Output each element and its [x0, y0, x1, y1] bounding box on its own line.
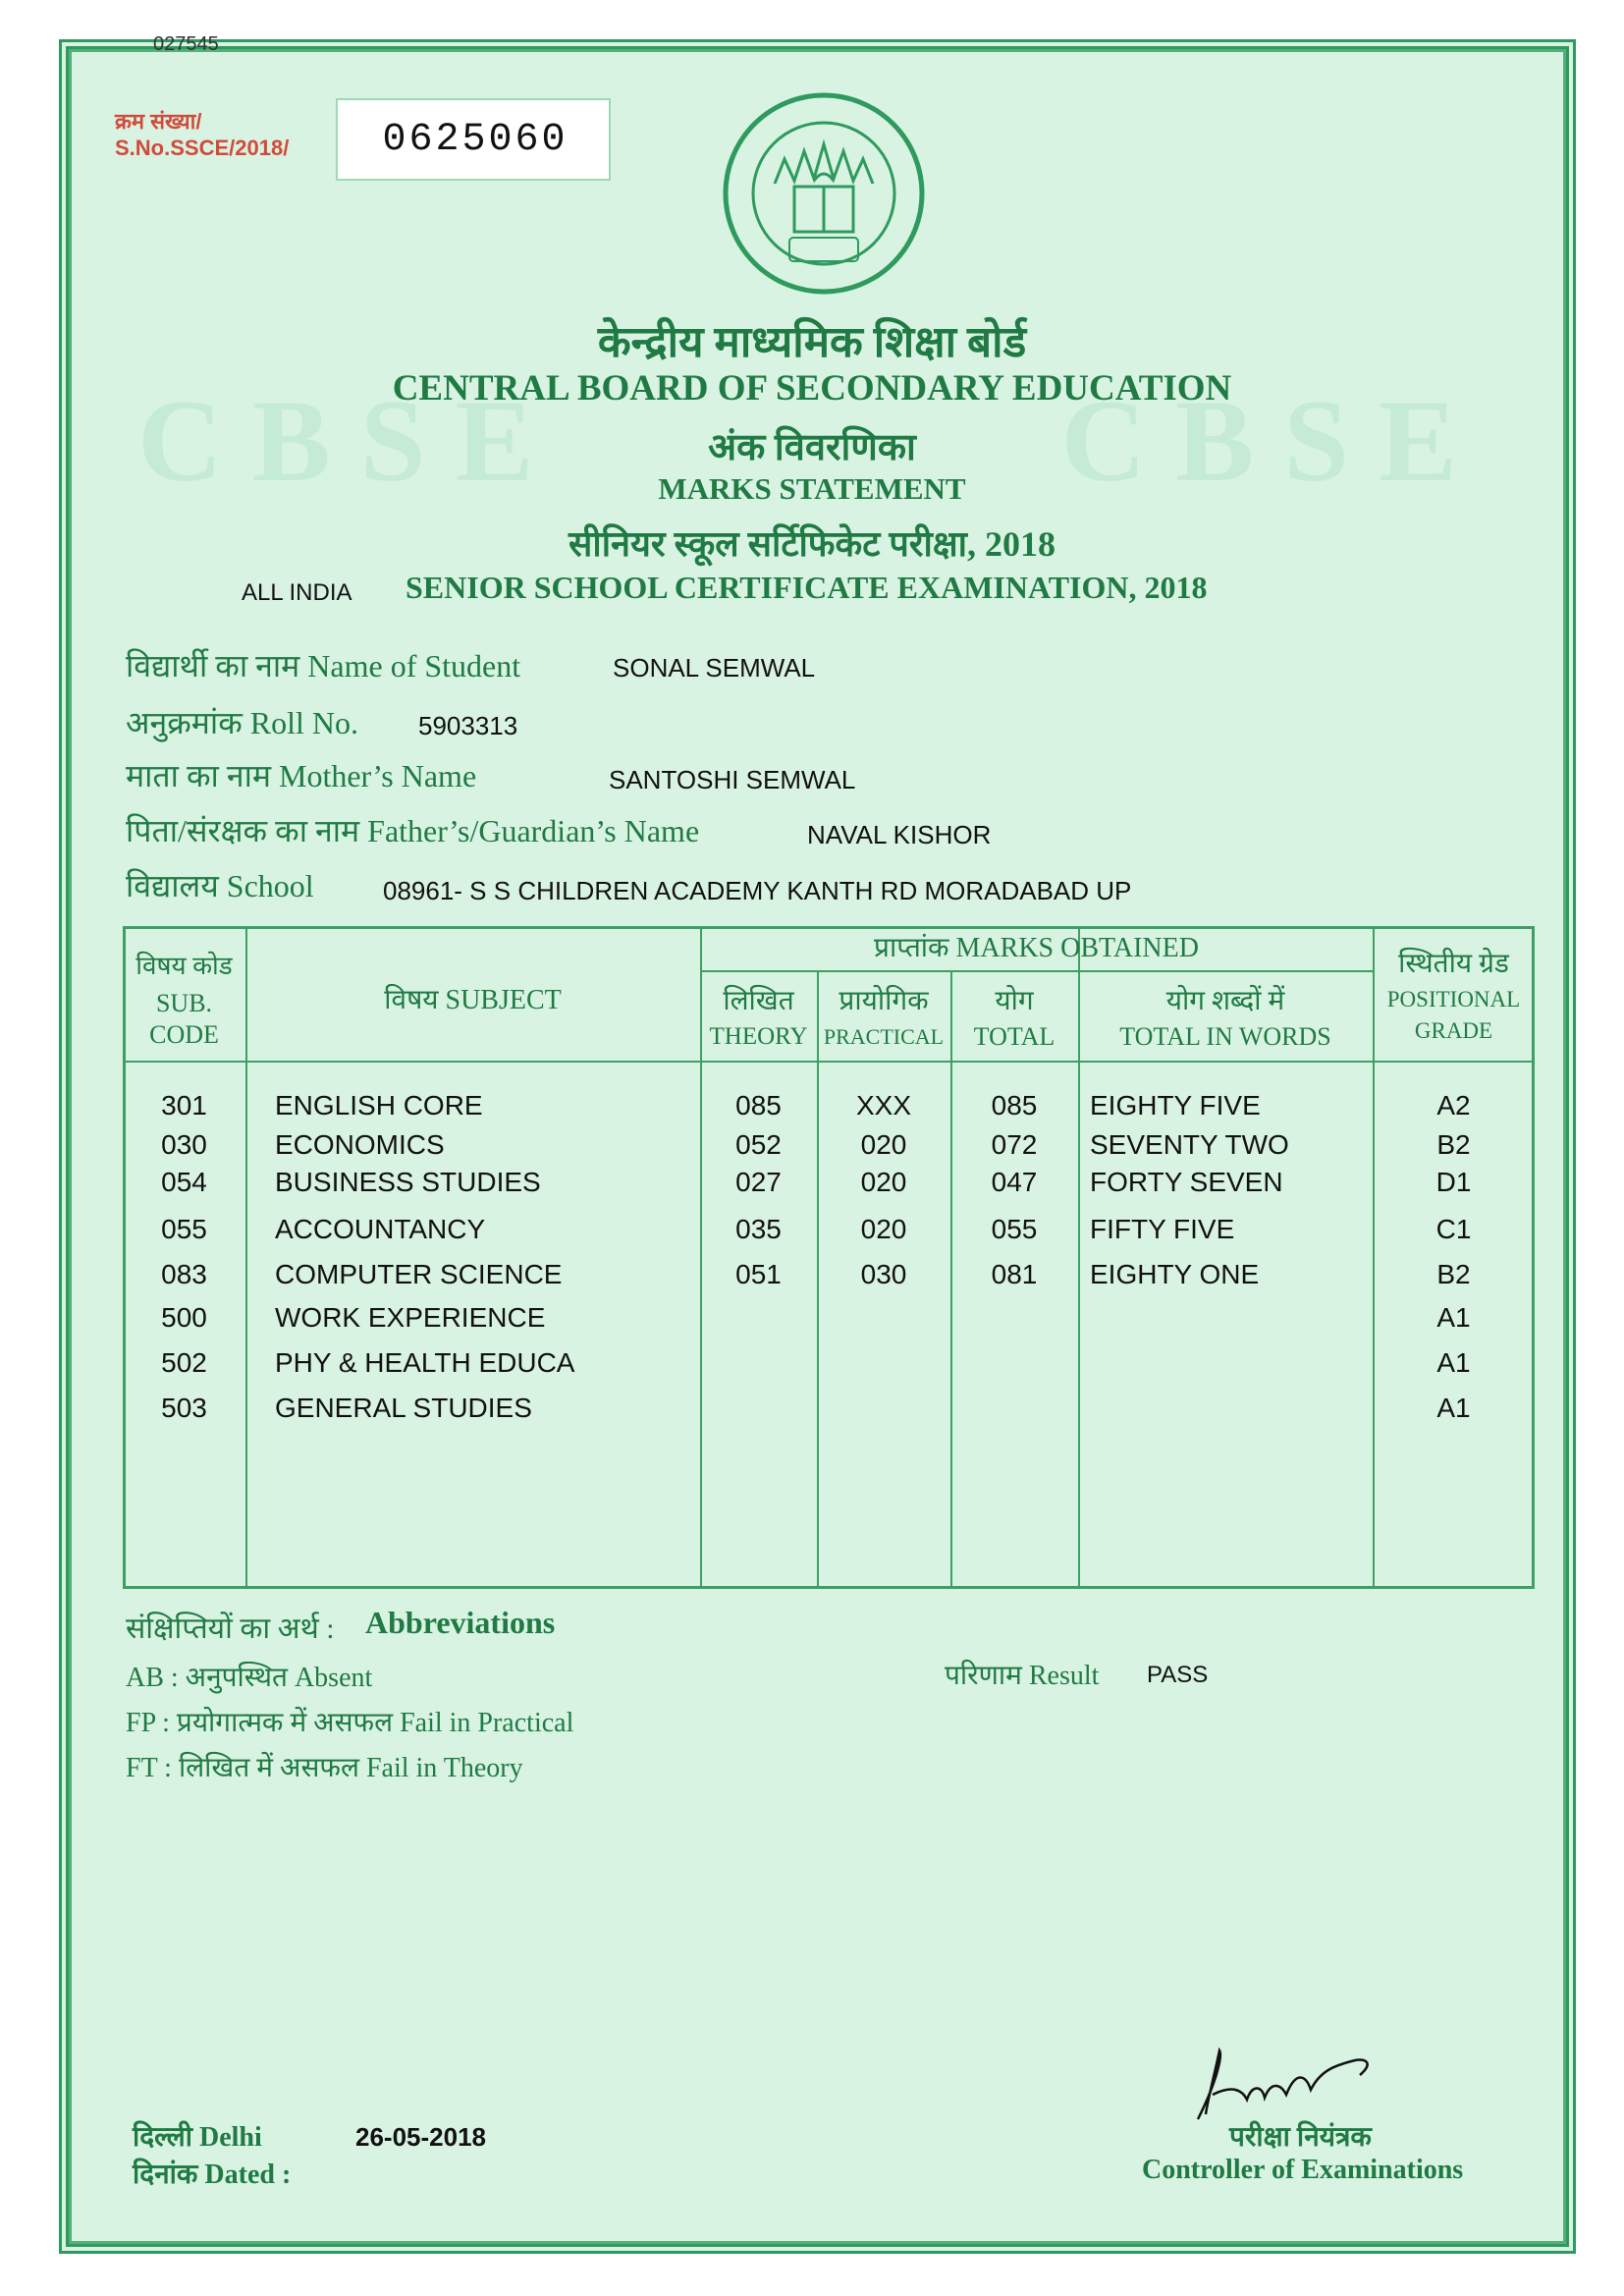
- subject-name: ACCOUNTANCY: [275, 1214, 486, 1244]
- subject-code: 055: [161, 1214, 207, 1244]
- statement-title-english: MARKS STATEMENT: [658, 471, 966, 506]
- table-divider: [245, 926, 247, 1589]
- header-grade-english-1: POSITIONAL: [1386, 987, 1521, 1011]
- header-words-hindi: योग शब्दों में: [1165, 986, 1285, 1016]
- mother-name-label: माता का नाम Mother’s Name: [126, 758, 477, 793]
- abbreviations-title-hindi: संक्षिप्तियों का अर्थ :: [126, 1613, 335, 1645]
- table-row: [0, 1393, 1624, 1432]
- positional-grade: A1: [1436, 1393, 1471, 1423]
- positional-grade: A2: [1436, 1090, 1471, 1121]
- total-marks: 072: [991, 1129, 1038, 1160]
- subject-name: ENGLISH CORE: [275, 1090, 483, 1121]
- result-value: PASS: [1147, 1662, 1209, 1688]
- controller-title-hindi: परीक्षा नियंत्रक: [1229, 2122, 1372, 2153]
- positional-grade: C1: [1435, 1214, 1472, 1244]
- header-theory-english: THEORY: [709, 1023, 808, 1050]
- subject-code: 054: [161, 1167, 207, 1197]
- practical-marks: 020: [860, 1214, 907, 1244]
- school-value: 08961- S S CHILDREN ACADEMY KANTH RD MORADABAD UP: [383, 876, 1132, 905]
- total-in-words: SEVENTY TWO: [1090, 1129, 1289, 1160]
- theory-marks: 027: [735, 1167, 782, 1197]
- date-value: 26-05-2018: [355, 2122, 486, 2152]
- subject-name: BUSINESS STUDIES: [275, 1167, 541, 1197]
- roll-no-value: 5903313: [418, 711, 518, 740]
- subject-name: PHY & HEALTH EDUCA: [275, 1347, 575, 1378]
- abbreviations-title-english: Abbreviations: [365, 1605, 556, 1640]
- header-code-hindi: विषय कोड: [135, 952, 233, 980]
- total-in-words: FIFTY FIVE: [1090, 1214, 1235, 1244]
- header-practical-hindi: प्रायोगिक: [839, 986, 929, 1016]
- subject-name: WORK EXPERIENCE: [275, 1302, 546, 1333]
- header-code-english-1: SUB.: [155, 989, 213, 1017]
- serial-number-box: [336, 98, 611, 181]
- total-in-words: FORTY SEVEN: [1090, 1167, 1283, 1197]
- header-code-english-2: CODE: [149, 1020, 219, 1049]
- practical-marks: 030: [860, 1259, 907, 1289]
- subject-name: ECONOMICS: [275, 1129, 445, 1160]
- total-marks: 047: [991, 1167, 1038, 1197]
- positional-grade: A1: [1436, 1347, 1471, 1378]
- result-label: परिणाम Result: [945, 1661, 1100, 1691]
- all-india-label: ALL INDIA: [242, 579, 352, 606]
- subject-code: 030: [161, 1129, 207, 1160]
- watermark-right: CBSE: [1060, 375, 1487, 506]
- date-label: दिनांक Dated :: [133, 2159, 292, 2190]
- exam-title-english: SENIOR SCHOOL CERTIFICATE EXAMINATION, 2018: [406, 570, 1208, 605]
- practical-marks: 020: [860, 1167, 907, 1197]
- school-label: विद्यालय School: [126, 868, 314, 903]
- subject-code: 500: [161, 1302, 207, 1333]
- table-row: [0, 1259, 1624, 1298]
- abbreviation-fail-practical: FP : प्रयोगात्मक में असफल Fail in Practical: [126, 1708, 574, 1738]
- total-in-words: EIGHTY ONE: [1090, 1259, 1260, 1289]
- header-marks-obtained: प्राप्तांक MARKS OBTAINED: [874, 933, 1199, 963]
- table-row: [0, 1302, 1624, 1341]
- total-marks: 081: [991, 1259, 1038, 1289]
- document-number: 027545: [153, 33, 219, 55]
- student-name-label: विद्यार्थी का नाम Name of Student: [126, 648, 521, 683]
- controller-title-english: Controller of Examinations: [1142, 2155, 1464, 2185]
- mother-name-value: SANTOSHI SEMWAL: [609, 765, 856, 794]
- theory-marks: 035: [735, 1214, 782, 1244]
- subject-code: 503: [161, 1393, 207, 1423]
- theory-marks: 052: [735, 1129, 782, 1160]
- table-row: [0, 1129, 1624, 1169]
- statement-title-hindi: अंक विवरणिका: [708, 427, 916, 468]
- table-divider: [123, 1061, 1535, 1063]
- subject-name: GENERAL STUDIES: [275, 1393, 532, 1423]
- header-practical-english: PRACTICAL: [823, 1024, 945, 1049]
- abbreviation-fail-theory: FT : लिखित में असफल Fail in Theory: [126, 1753, 523, 1783]
- header-subject: विषय SUBJECT: [384, 985, 562, 1015]
- roll-no-label: अनुक्रमांक Roll No.: [126, 705, 359, 740]
- father-name-label: पिता/संरक्षक का नाम Father’s/Guardian’s Name: [126, 813, 700, 848]
- board-name-english: CENTRAL BOARD OF SECONDARY EDUCATION: [392, 368, 1232, 409]
- header-theory-hindi: लिखित: [723, 986, 794, 1016]
- abbreviation-absent: AB : अनुपस्थित Absent: [126, 1663, 373, 1693]
- cbse-emblem-icon: [721, 90, 927, 297]
- controller-signature: [1188, 2041, 1384, 2129]
- subject-code: 301: [161, 1090, 207, 1121]
- board-name-hindi: केन्द्रीय माध्यमिक शिक्षा बोर्ड: [597, 318, 1027, 366]
- practical-marks: XXX: [855, 1090, 912, 1121]
- subject-code: 502: [161, 1347, 207, 1378]
- serial-label-hindi: क्रम संख्या/: [115, 109, 202, 134]
- theory-marks: 051: [735, 1259, 782, 1289]
- total-in-words: EIGHTY FIVE: [1090, 1090, 1261, 1121]
- place-label: दिल्ली Delhi: [133, 2122, 262, 2153]
- serial-label-english: S.No.SSCE/2018/: [115, 136, 290, 160]
- watermark-left: CBSE: [137, 375, 564, 506]
- total-marks: 085: [991, 1090, 1038, 1121]
- father-name-value: NAVAL KISHOR: [807, 820, 992, 849]
- header-grade-hindi: स्थितीय ग्रेड: [1398, 949, 1509, 979]
- serial-number: 0625060: [382, 118, 568, 162]
- positional-grade: D1: [1435, 1167, 1472, 1197]
- subject-code: 083: [161, 1259, 207, 1289]
- exam-title-hindi: सीनियर स्कूल सर्टिफिकेट परीक्षा, 2018: [568, 524, 1056, 564]
- header-words-english: TOTAL IN WORDS: [1119, 1022, 1331, 1051]
- table-row: [0, 1347, 1624, 1387]
- table-row: [0, 1214, 1624, 1253]
- table-row: [0, 1090, 1624, 1129]
- positional-grade: A1: [1436, 1302, 1471, 1333]
- table-divider: [700, 970, 1373, 972]
- header-total-hindi: योग: [995, 986, 1034, 1016]
- subject-name: COMPUTER SCIENCE: [275, 1259, 563, 1289]
- header-total-english: TOTAL: [973, 1022, 1056, 1051]
- header-grade-english-2: GRADE: [1414, 1018, 1493, 1043]
- positional-grade: B2: [1436, 1129, 1471, 1160]
- theory-marks: 085: [735, 1090, 782, 1121]
- table-row: [0, 1167, 1624, 1206]
- total-marks: 055: [991, 1214, 1038, 1244]
- positional-grade: B2: [1436, 1259, 1471, 1289]
- student-name-value: SONAL SEMWAL: [613, 653, 816, 683]
- practical-marks: 020: [860, 1129, 907, 1160]
